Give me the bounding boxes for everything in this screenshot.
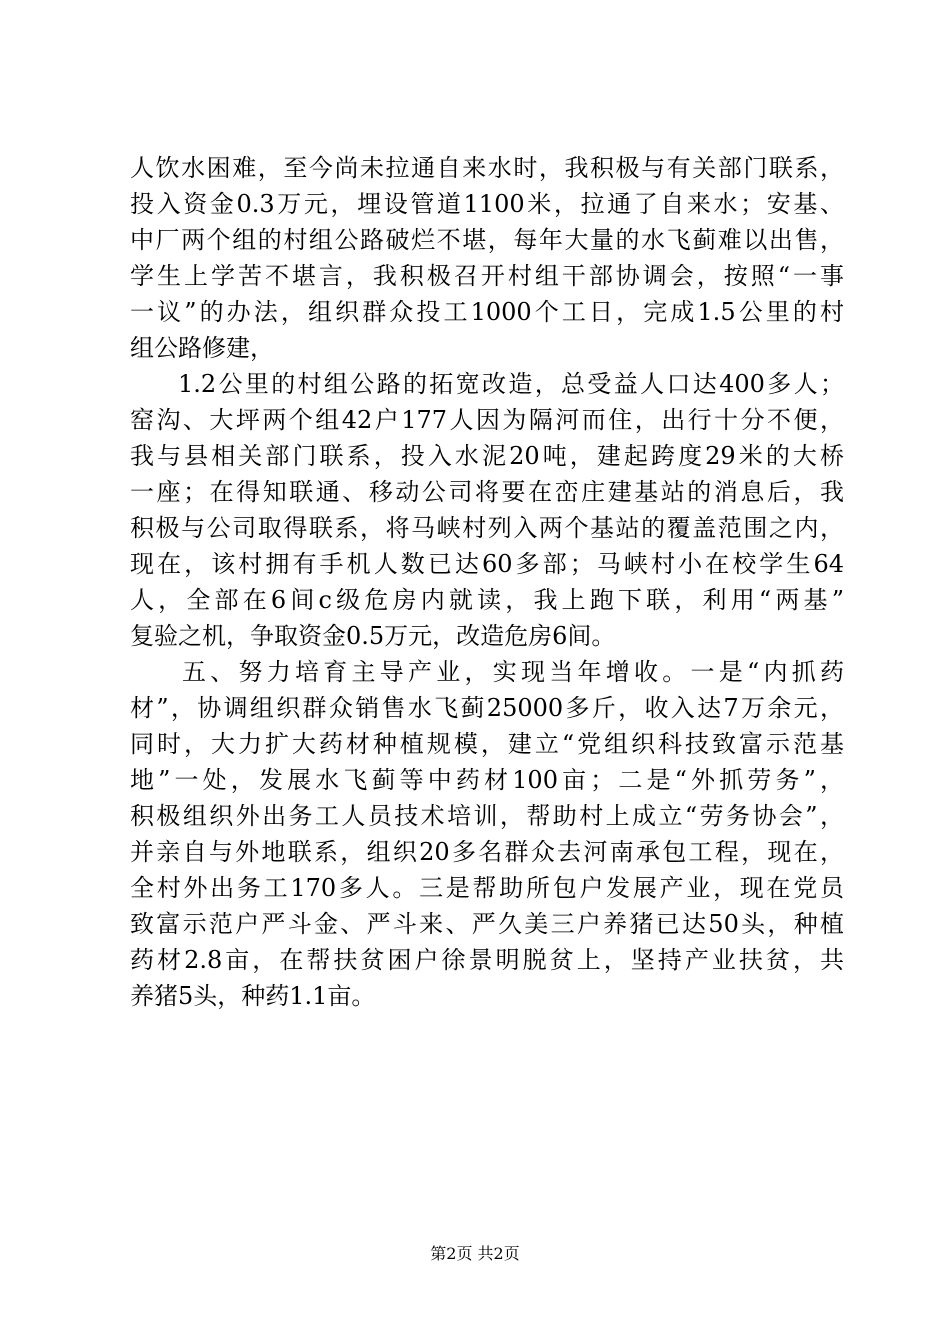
text-line: 1.2公里的村组公路的拓宽改造，总受益人口达400多人；: [178, 370, 844, 398]
text-line: 我与县相关部门联系，投入水泥20吨，建起跨度29米的大桥: [130, 442, 844, 470]
paragraph-3: [130, 654, 844, 1014]
text-line: 五、努力培育主导产业，实现当年增收。一是“内抓药: [182, 658, 844, 686]
text-line: 投入资金0.3万元，埋设管道1100米，拉通了自来水；安基、: [130, 190, 844, 218]
text-line: 地”一处，发展水飞蓟等中药材100亩；二是“外抓劳务”，: [130, 766, 844, 794]
text-line: 同时，大力扩大药材种植规模，建立“党组织科技致富示范基: [130, 730, 844, 758]
text-line: 复验之机，争取资金0.5万元，改造危房6间。: [130, 622, 616, 650]
text-line: 一议”的办法，组织群众投工1000个工日，完成1.5公里的村: [130, 298, 844, 326]
paragraph-1: [130, 150, 844, 366]
text-line: 致富示范户严斗金、严斗来、严久美三户养猪已达50头，种植: [130, 910, 844, 938]
text-line: 组公路修建，: [130, 334, 274, 362]
text-line: 人，全部在6间c级危房内就读，我上跑下联，利用“两基”: [130, 586, 844, 614]
text-line: 并亲自与外地联系，组织20多名群众去河南承包工程，现在，: [130, 838, 844, 866]
text-line: 积极与公司取得联系，将马峡村列入两个基站的覆盖范围之内，: [130, 514, 844, 542]
text-line: 药材2.8亩，在帮扶贫困户徐景明脱贫上，坚持产业扶贫，共: [130, 946, 844, 974]
paragraph-2: [130, 366, 844, 654]
text-line: 现在，该村拥有手机人数已达60多部；马峡村小在校学生64: [130, 550, 844, 578]
text-line: 人饮水困难，至今尚未拉通自来水时，我积极与有关部门联系，: [130, 154, 844, 182]
text-line: 全村外出务工170多人。三是帮助所包户发展产业，现在党员: [130, 874, 844, 902]
page-number-footer: 第2页 共2页: [430, 1244, 520, 1263]
document-body: [130, 150, 844, 1014]
text-line: 中厂两个组的村组公路破烂不堪，每年大量的水飞蓟难以出售，: [130, 226, 844, 254]
text-line: 养猪5头，种药1.1亩。: [130, 982, 376, 1010]
text-line: 窑沟、大坪两个组42户177人因为隔河而住，出行十分不便，: [130, 406, 844, 434]
text-line: 积极组织外出务工人员技术培训，帮助村上成立“劳务协会”，: [130, 802, 844, 830]
text-line: 学生上学苦不堪言，我积极召开村组干部协调会，按照“一事: [130, 262, 844, 290]
text-line: 一座；在得知联通、移动公司将要在峦庄建基站的消息后，我: [130, 478, 844, 506]
text-line: 材”，协调组织群众销售水飞蓟25000多斤，收入达7万余元，: [130, 694, 844, 722]
